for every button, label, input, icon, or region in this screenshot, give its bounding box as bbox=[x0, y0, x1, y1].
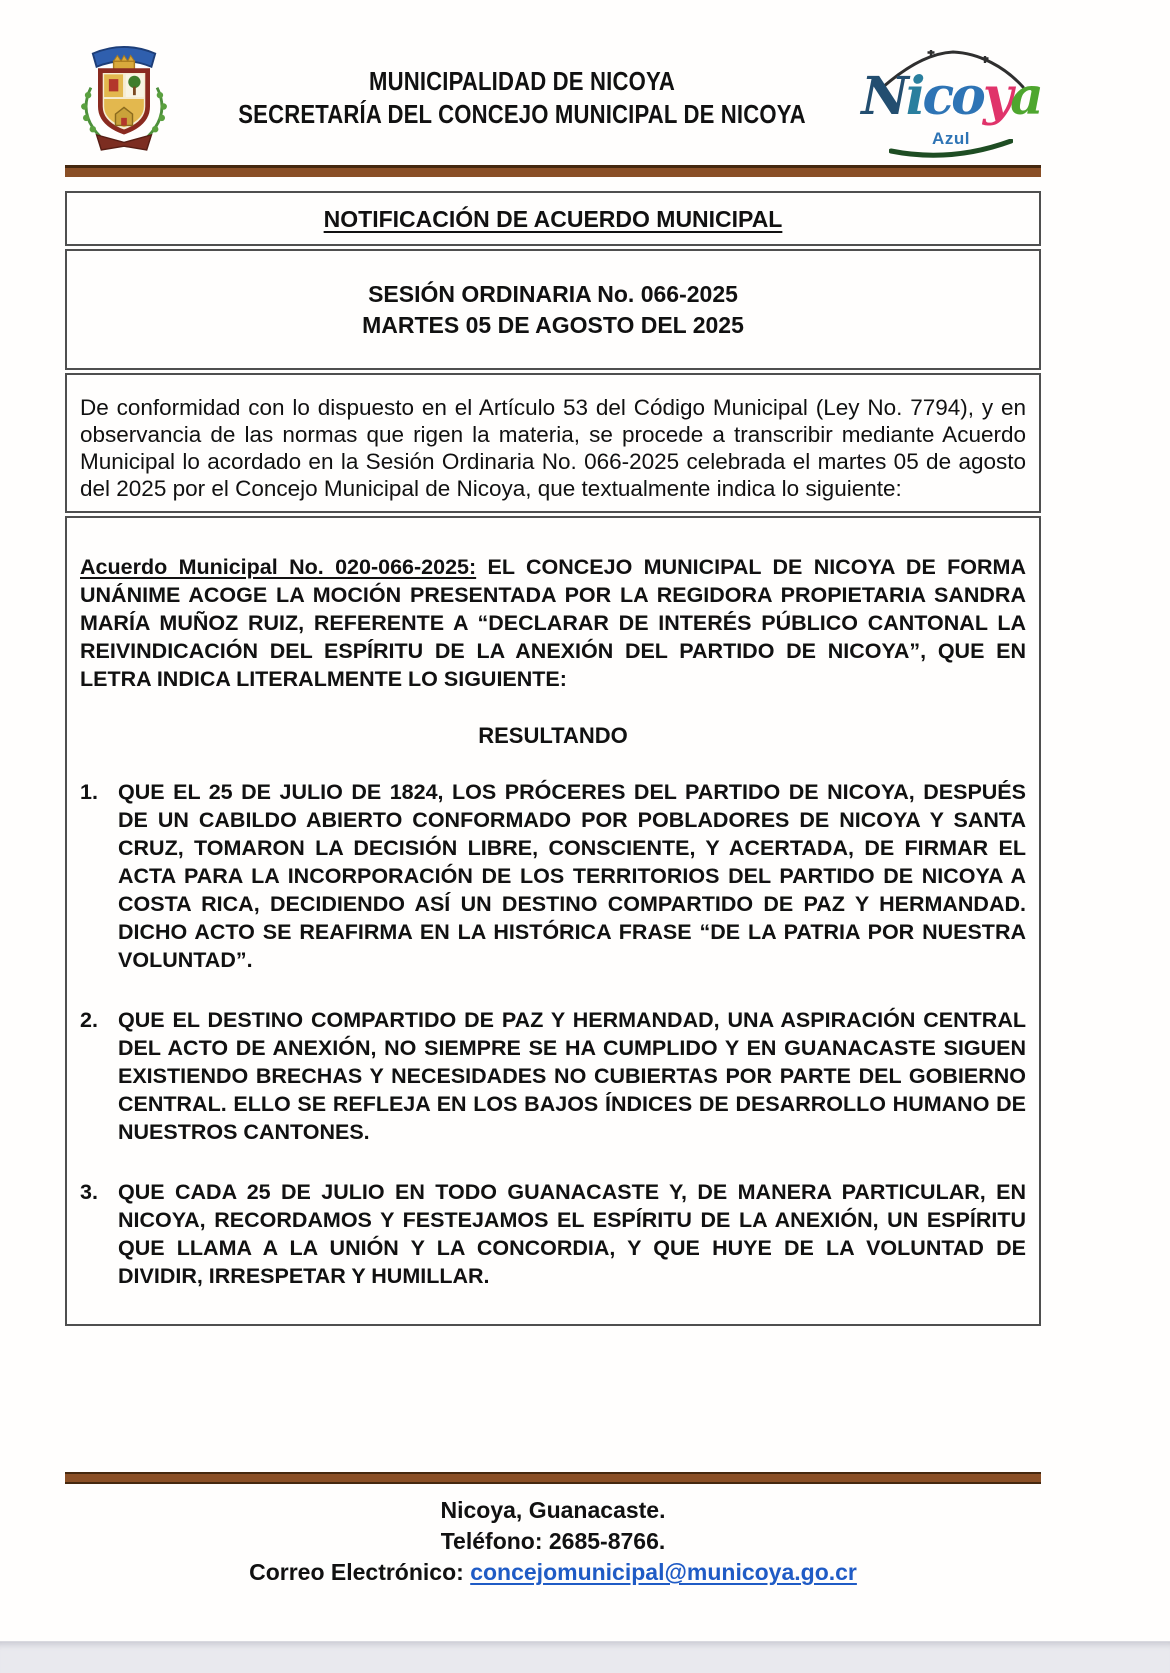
agreement-paragraph bbox=[80, 553, 1026, 693]
session-box bbox=[65, 249, 1041, 370]
resultando-list bbox=[80, 778, 1026, 1290]
list-item-text: QUE CADA 25 DE JULIO EN TODO GUANACASTE Y, DE MANERA PARTICULAR, EN NICOYA, RECORDAMOS Y FESTEJAMOS EL ESPÍRITU DE LA ANEXIÓN, UN ESPÍRITU QUE LLAMA A LA UNIÓN Y LA CONCORDIA, Y QUE HUYE DE LA VOLUNTAD DE DIVIDIR, IRRESPETAR Y HUMILLAR. bbox=[118, 1180, 1026, 1288]
list-item bbox=[80, 1178, 1026, 1290]
footer-divider-bar bbox=[65, 1472, 1041, 1484]
list-item bbox=[80, 778, 1026, 974]
nicoya-azul-logo bbox=[861, 37, 1041, 159]
municipality-crest-logo bbox=[65, 37, 183, 159]
notice-boxes bbox=[65, 191, 1041, 1326]
intro-box bbox=[65, 373, 1041, 513]
agreement-body: EL CONCEJO MUNICIPAL DE NICOYA DE FORMA UNÁNIME ACOGE LA MOCIÓN PRESENTADA POR LA REGIDORA PROPIETARIA SANDRA MARÍA MUÑOZ RUIZ, REFERENTE A “DECLARAR DE INTERÉS PÚBLICO CANTONAL LA REIVINDICACIÓN DEL ESPÍRITU DE LA ANEXIÓN DEL PARTIDO DE NICOYA”, QUE EN LETRA INDICA LITERALMENTE LO SIGUIENTE: bbox=[80, 555, 1026, 691]
header-title-line1: MUNICIPALIDAD DE NICOYA bbox=[369, 66, 675, 96]
nicoya-logo-subtext: Azul bbox=[932, 129, 970, 148]
footer-email-label: Correo Electrónico: bbox=[249, 1559, 464, 1585]
list-item-number: 2. bbox=[80, 1008, 98, 1032]
list-item bbox=[80, 1006, 1026, 1146]
intro-paragraph: De conformidad con lo dispuesto en el Artículo 53 del Código Municipal (Ley No. 7794), y en observancia de las normas que rigen la materia, se procede a transcribir mediante Acuerdo Municipal lo acordado en la Sesión Ordinaria No. 066-2025 celebrada el martes 05 de agosto del 2025 por el Concejo Municipal de Nicoya, que textualmente indica lo siguiente: bbox=[80, 395, 1026, 501]
notice-title: NOTIFICACIÓN DE ACUERDO MUNICIPAL bbox=[323, 206, 783, 232]
footer-location: Nicoya, Guanacaste. bbox=[440, 1497, 666, 1523]
document-footer bbox=[65, 1472, 1041, 1588]
list-item-text: QUE EL DESTINO COMPARTIDO DE PAZ Y HERMANDAD, UNA ASPIRACIÓN CENTRAL DEL ACTO DE ANEXIÓN, NO SIEMPRE SE HA CUMPLIDO Y EN GUANACASTE SIGUEN EXISTIENDO BRECHAS Y NECESIDADES NO CUBIERTAS POR PARTE DEL GOBIERNO CENTRAL. ELLO SE REFLEJA EN LOS BAJOS ÍNDICES DE DESARROLLO HUMANO DE NUESTROS CANTONES. bbox=[118, 1008, 1026, 1144]
coat-of-arms-icon bbox=[72, 37, 176, 159]
nicoya-logo-text: Nicoya bbox=[861, 66, 1041, 127]
session-line2: MARTES 05 DE AGOSTO DEL 2025 bbox=[362, 312, 744, 338]
header-title-line2: SECRETARÍA DEL CONCEJO MUNICIPAL DE NICOYA bbox=[238, 99, 806, 129]
list-item-text: QUE EL 25 DE JULIO DE 1824, LOS PRÓCERES DEL PARTIDO DE NICOYA, DESPUÉS DE UN CABILDO ABIERTO CONFORMADO POR POBLADORES DE NICOYA Y SANTA CRUZ, TOMARON LA DECISIÓN LIBRE, CONSCIENTE, Y ACERTADA, DE FIRMAR EL ACTA PARA LA INCORPORACIÓN DE LOS TERRITORIOS DEL PARTIDO DE NICOYA A COSTA RICA, DECIDIENDO ASÍ UN DESTINO COMPARTIDO DE PAZ Y HERMANDAD. DICHO ACTO SE REAFIRMA EN LA HISTÓRICA FRASE “DE LA PATRIA POR NUESTRA VOLUNTAD”. bbox=[118, 780, 1026, 972]
footer-email-line bbox=[65, 1557, 1041, 1588]
agreement-box bbox=[65, 516, 1041, 1326]
nicoya-logo-subtext-wrap bbox=[861, 129, 1041, 149]
footer-phone: Teléfono: 2685-8766. bbox=[440, 1528, 666, 1554]
notice-title-box bbox=[65, 191, 1041, 246]
agreement-reference: Acuerdo Municipal No. 020-066-2025: bbox=[80, 555, 477, 579]
list-item-number: 3. bbox=[80, 1180, 98, 1204]
header-divider-bar bbox=[65, 165, 1041, 177]
list-item-number: 1. bbox=[80, 780, 98, 804]
document-header bbox=[65, 0, 1041, 162]
viewer-background-strip bbox=[0, 1641, 1170, 1673]
resultando-heading: RESULTANDO bbox=[478, 723, 628, 748]
footer-email-link[interactable]: concejomunicipal@municoya.go.cr bbox=[470, 1559, 857, 1585]
header-titles bbox=[234, 65, 810, 131]
session-line1: SESIÓN ORDINARIA No. 066-2025 bbox=[368, 281, 738, 307]
